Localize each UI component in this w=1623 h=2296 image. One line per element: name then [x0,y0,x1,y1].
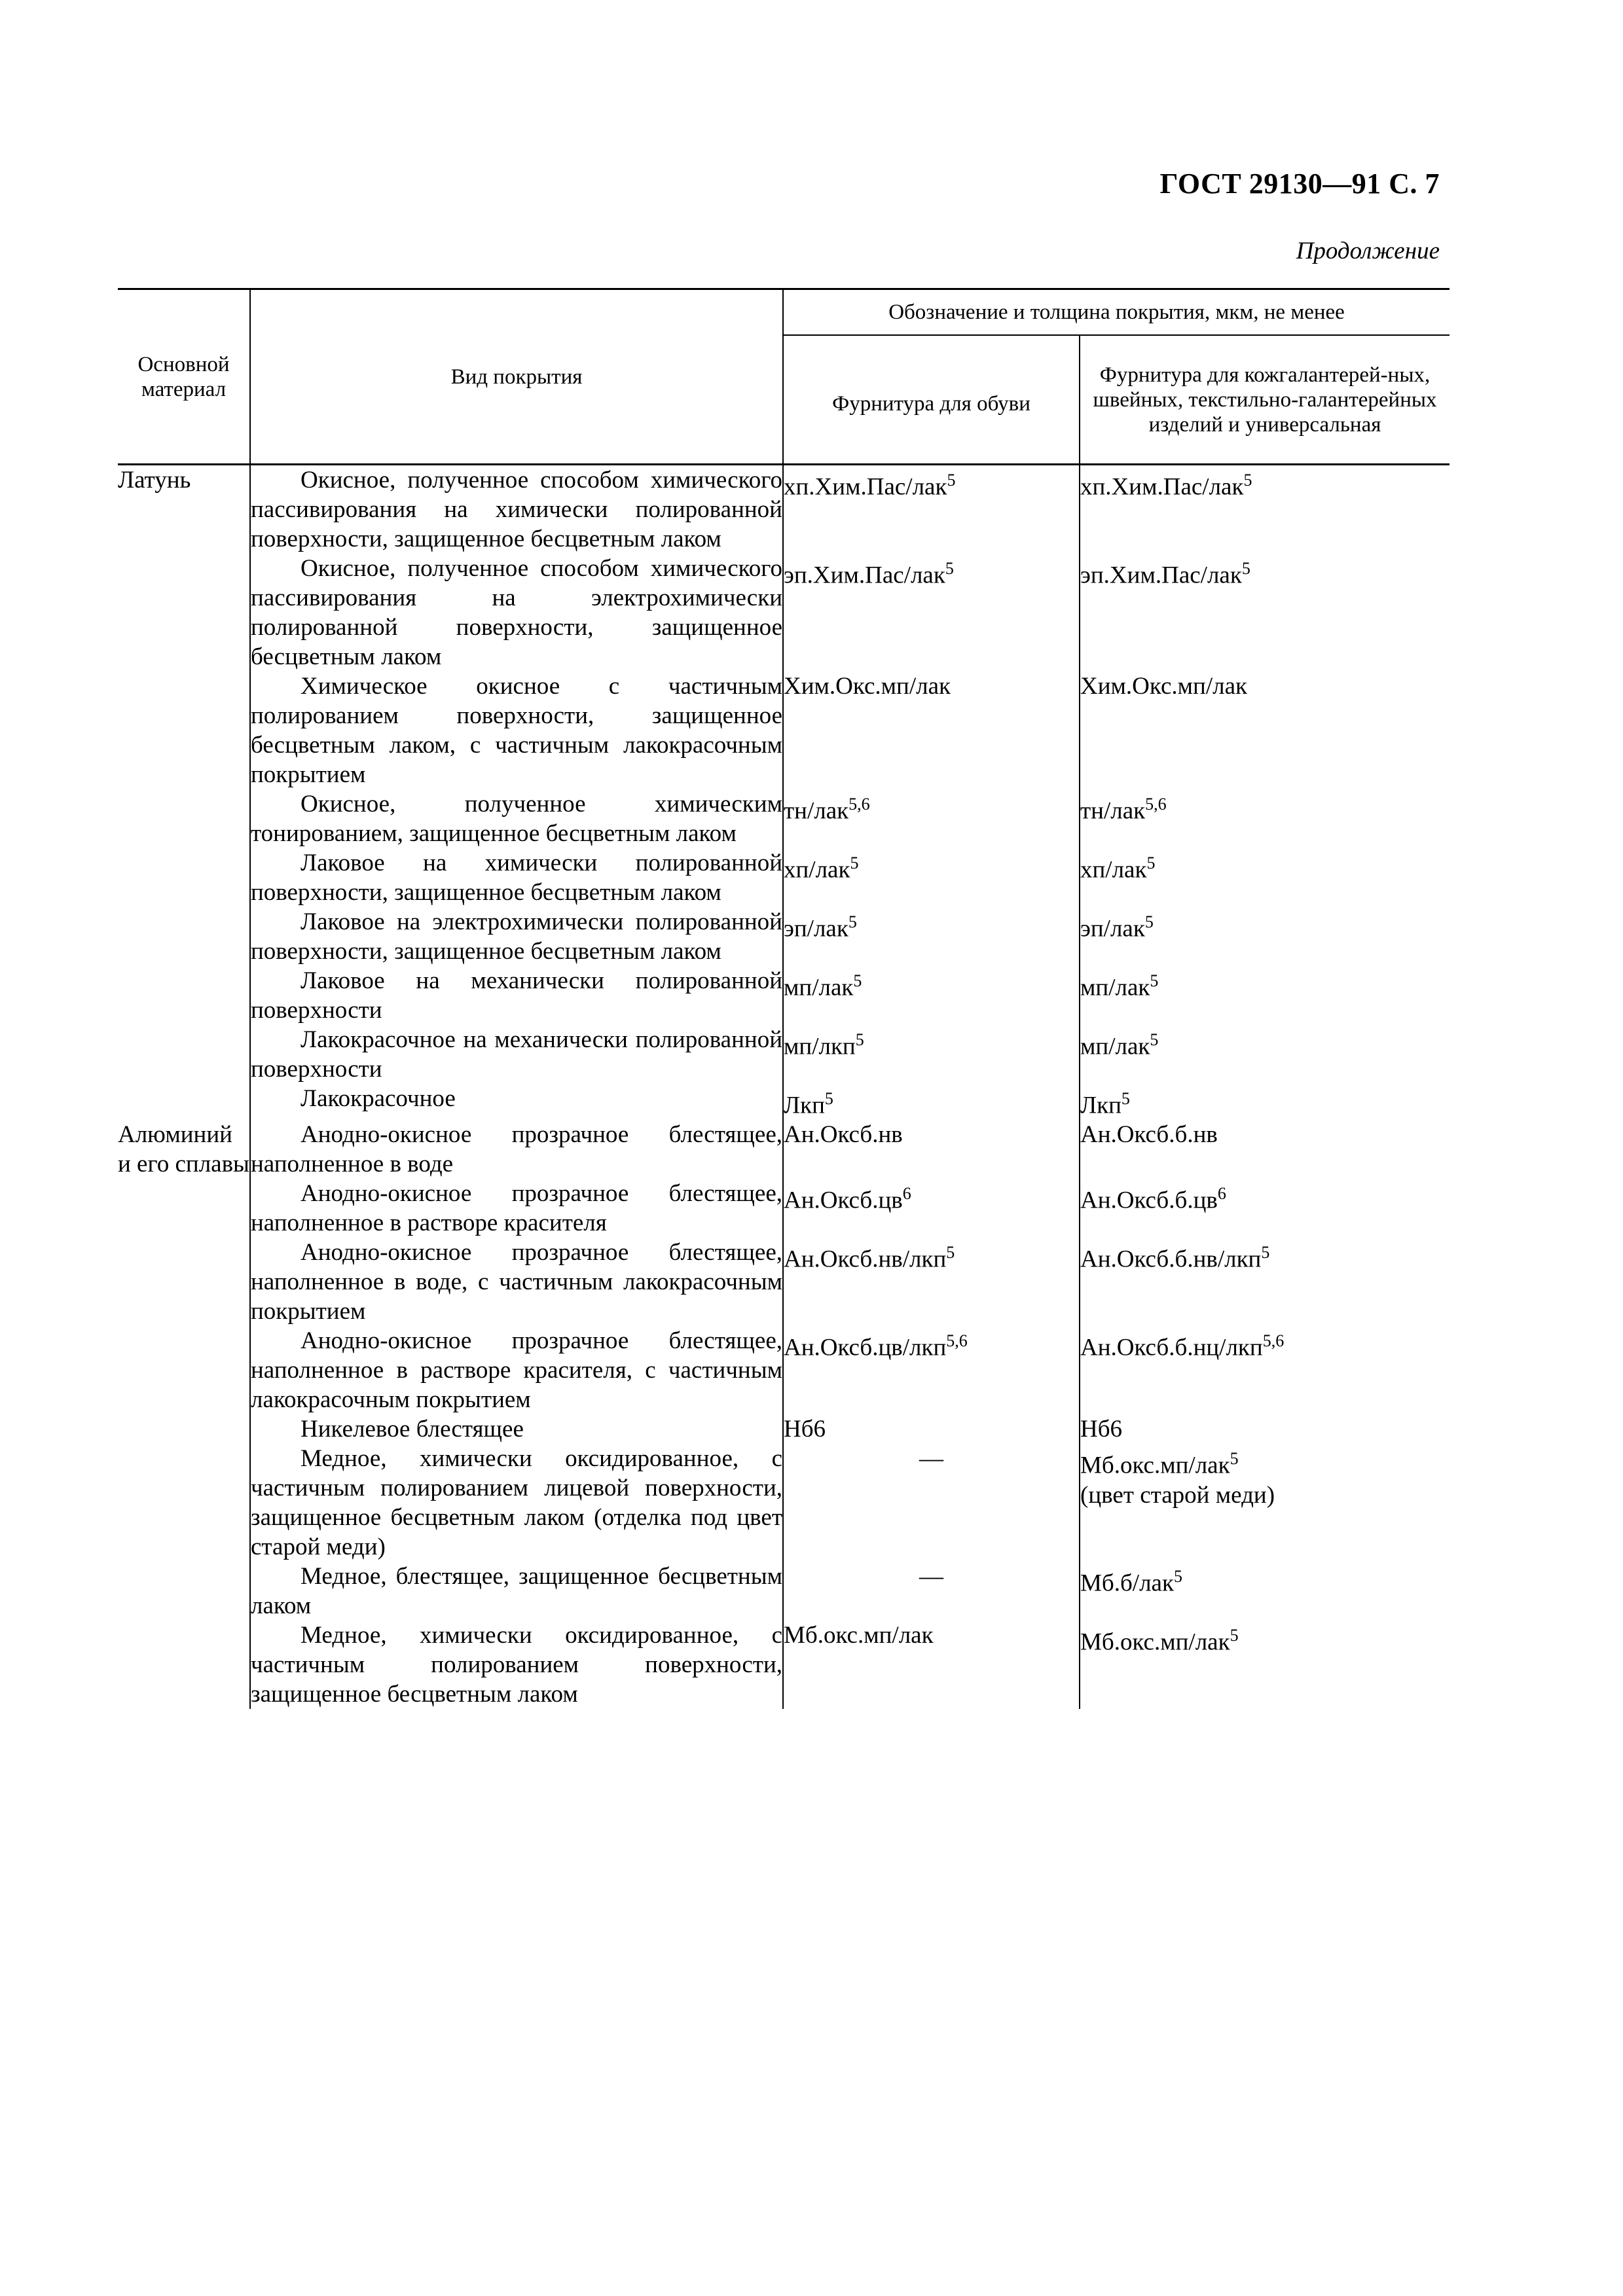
designation-value: хп.Хим.Пас/лак [1080,473,1244,501]
coating-type-cell [250,1025,783,1084]
designation-value: Лкп [1080,1092,1122,1119]
designation-value: мп/лак [1080,974,1150,1001]
footnote-ref: 5 [1230,1626,1239,1645]
table-row [118,1120,1450,1179]
coating-description: Лаковое на электрохимически полированной поверхности, защищенное бесцветным лаком [251,908,782,965]
base-material-cell [118,907,250,966]
base-material-cell [118,848,250,907]
base-material: Алюминий и его сплавы [118,1121,249,1178]
footwear-designation-cell [783,1326,1080,1414]
designation-value: Ан.Оксб.б.цв [1080,1187,1218,1214]
other-designation-cell [1080,1414,1450,1444]
designation-value: Ан.Оксб.нв [784,1121,903,1149]
coating-type-cell [250,789,783,848]
coating-description: Химическое окисное с частичным полированием поверхности, защищенное бесцветным лаком, с частичным лакокрасочным покрытием [251,673,782,788]
coating-description: Медное, химически оксидированное, с частичным полированием лицевой поверхности, защищенное бесцветным лаком (отделка под цвет старой меди) [251,1445,782,1561]
footwear-designation-cell [783,1179,1080,1238]
coating-type-cell [250,1444,783,1562]
other-designation-cell [1080,1025,1450,1084]
base-material-cell [118,1025,250,1084]
footwear-designation-cell [783,1621,1080,1709]
designation-value: Мб.окс.мп/лак [784,1622,934,1649]
coating-type-cell [250,1084,783,1120]
footnote-ref: 5 [1243,471,1252,490]
other-designation-cell [1080,907,1450,966]
other-designation-cell [1080,1444,1450,1562]
other-designation-cell [1080,966,1450,1025]
designation-value: мп/лак [784,974,854,1001]
designation-value: хп/лак [1080,856,1147,884]
footnote-ref: 5 [947,471,956,490]
table-row [118,966,1450,1025]
designation-value: тн/лак [784,797,849,825]
footnote-ref: 5,6 [1145,795,1167,814]
footwear-designation-cell [783,1414,1080,1444]
base-material-cell [118,1621,250,1709]
coating-type-cell [250,1562,783,1621]
base-material-cell [118,1120,250,1179]
footnote-ref: 6 [1217,1184,1226,1204]
designation-value: Ан.Оксб.б.нц/лкп [1080,1334,1263,1361]
base-material-cell [118,1562,250,1621]
designation-value: Ан.Оксб.цв [784,1187,903,1214]
header-designation-group: Обозначение и толщина покрытия, мкм, не менее [783,289,1450,336]
coating-description: Никелевое блестящее [301,1416,524,1443]
designation-value: хп.Хим.Пас/лак [784,473,947,501]
base-material-cell [118,1326,250,1414]
coating-description: Медное, химически оксидированное, с частичным полированием поверхности, защищенное бесцветным лаком [251,1622,782,1708]
footwear-designation-cell [783,789,1080,848]
designation-value: хп/лак [784,856,850,884]
coating-type-cell [250,848,783,907]
coating-type-cell [250,1414,783,1444]
other-designation-cell [1080,1621,1450,1709]
coatings-table [118,288,1450,1709]
designation-value: эп/лак [1080,915,1145,942]
footwear-designation-cell [783,848,1080,907]
footwear-designation-cell [783,1120,1080,1179]
footnote-ref: 5 [850,853,859,872]
footnote-ref: 5 [1241,559,1250,578]
designation-value: — [919,1445,943,1473]
coating-description: Анодно-окисное прозрачное блестящее, наполненное в растворе красителя, с частичным лакокрасочным покрытием [251,1327,782,1414]
other-designation-cell [1080,1326,1450,1414]
table-row [118,1444,1450,1562]
base-material-cell [118,554,250,672]
footnote-ref: 5 [848,912,857,931]
footnote-ref: 5 [1173,1567,1182,1587]
table-row [118,907,1450,966]
table-row [118,1084,1450,1120]
table-row [118,672,1450,789]
designation-value: Хим.Окс.мп/лак [1080,673,1247,700]
designation-value: Хим.Окс.мп/лак [784,673,951,700]
designation-value: — [919,1563,943,1590]
footnote-ref: 5 [1261,1243,1270,1263]
footnote-ref: 5 [855,1030,864,1049]
header-coating-type: Вид покрытия [250,289,783,465]
table-row [118,1562,1450,1621]
designation-value: эп/лак [784,915,848,942]
footwear-designation-cell [783,966,1080,1025]
table-row [118,848,1450,907]
base-material-cell [118,465,250,554]
base-material-cell [118,672,250,789]
header-base-material: Основной материал [118,289,250,465]
coating-description: Медное, блестящее, защищенное бесцветным лаком [251,1563,782,1620]
base-material-cell [118,1179,250,1238]
coating-description: Анодно-окисное прозрачное блестящее, наполненное в воде, с частичным лакокрасочным покрытием [251,1239,782,1325]
base-material-cell [118,1084,250,1120]
coating-description: Анодно-окисное прозрачное блестящее, наполненное в воде [251,1121,782,1178]
footnote-ref: 5,6 [848,795,870,814]
other-designation-cell [1080,672,1450,789]
coating-description: Лаковое на механически полированной поверхности [251,967,782,1024]
footnote-ref: 5 [946,1243,955,1263]
base-material-cell [118,1238,250,1326]
coating-description: Анодно-окисное прозрачное блестящее, наполненное в растворе красителя [251,1180,782,1237]
coating-type-cell [250,1621,783,1709]
base-material-cell [118,789,250,848]
base-material-cell [118,966,250,1025]
coating-description: Лаковое на химически полированной поверхности, защищенное бесцветным лаком [251,850,782,906]
designation-value: мп/лкп [784,1033,856,1060]
footnote-ref: 5,6 [946,1331,968,1351]
other-designation-cell [1080,1179,1450,1238]
coating-type-cell [250,1179,783,1238]
footnote-ref: 5 [824,1089,833,1108]
coating-description: Лакокрасочное на механически полированной поверхности [251,1026,782,1083]
coating-type-cell [250,672,783,789]
coating-description: Окисное, полученное способом химического пассивирования на химически полированной поверхности, защищенное бесцветным лаком [251,467,782,552]
coating-type-cell [250,907,783,966]
other-designation-cell [1080,1562,1450,1621]
table-row [118,1238,1450,1326]
footnote-ref: 5,6 [1262,1331,1285,1351]
table-row [118,1414,1450,1444]
footwear-designation-cell [783,1238,1080,1326]
other-designation-cell [1080,554,1450,672]
table-row [118,789,1450,848]
footwear-designation-cell [783,465,1080,554]
table-row [118,1179,1450,1238]
footnote-ref: 5 [1150,1030,1159,1049]
coating-type-cell [250,1120,783,1179]
designation-note: (цвет старой меди) [1080,1481,1275,1509]
designation-value: эп.Хим.Пас/лак [1080,562,1242,589]
other-designation-cell [1080,789,1450,848]
footwear-designation-cell [783,1562,1080,1621]
designation-value: мп/лак [1080,1033,1150,1060]
table-row [118,554,1450,672]
base-material-cell [118,1444,250,1562]
table-row [118,1326,1450,1414]
footwear-designation-cell [783,907,1080,966]
coating-type-cell [250,1326,783,1414]
table-row [118,1621,1450,1709]
base-material: Латунь [118,467,191,493]
footwear-designation-cell [783,554,1080,672]
table-row [118,465,1450,554]
footnote-ref: 5 [1144,912,1154,931]
designation-value: Лкп [784,1092,825,1119]
designation-value: Нб6 [1080,1416,1123,1443]
table-row [118,1025,1450,1084]
continuation-label: Продолжение [1296,238,1440,264]
coating-description: Лакокрасочное [301,1085,456,1112]
coating-description: Окисное, полученное способом химического пассивирования на электрохимически полированной поверхности, защищенное бесцветным лаком [251,555,782,670]
footwear-designation-cell [783,1084,1080,1120]
designation-value: Мб.б/лак [1080,1570,1174,1597]
designation-value: Ан.Оксб.б.нв [1080,1121,1218,1149]
designation-value: эп.Хим.Пас/лак [784,562,945,589]
designation-value: тн/лак [1080,797,1146,825]
designation-value: Ан.Оксб.нв/лкп [784,1246,947,1273]
other-designation-cell [1080,1120,1450,1179]
coating-type-cell [250,1238,783,1326]
designation-value: Нб6 [784,1416,826,1443]
footnote-ref: 5 [1230,1449,1239,1469]
coating-description: Окисное, полученное химическим тонированием, защищенное бесцветным лаком [251,791,782,847]
footwear-designation-cell [783,1025,1080,1084]
other-designation-cell [1080,1084,1450,1120]
footnote-ref: 5 [1150,971,1159,990]
footnote-ref: 5 [945,559,954,578]
footnote-ref: 6 [902,1184,911,1204]
other-designation-cell [1080,1238,1450,1326]
footnote-ref: 5 [1146,853,1156,872]
header-other-goods: Фурнитура для кожгалантерей-ных, швейных, текстильно-галантерейных изделий и универсальная [1080,335,1450,465]
coating-type-cell [250,966,783,1025]
other-designation-cell [1080,848,1450,907]
coating-type-cell [250,465,783,554]
designation-value: Ан.Оксб.б.нв/лкп [1080,1246,1262,1273]
other-designation-cell [1080,465,1450,554]
designation-value: Ан.Оксб.цв/лкп [784,1334,947,1361]
designation-value: Мб.окс.мп/лак [1080,1628,1230,1656]
designation-value: Мб.окс.мп/лак [1080,1452,1230,1479]
base-material-cell [118,1414,250,1444]
footnote-ref: 5 [1121,1089,1130,1108]
footwear-designation-cell [783,1444,1080,1562]
header-footwear: Фурнитура для обуви [783,335,1080,465]
table-body [118,465,1450,1710]
footnote-ref: 5 [853,971,862,990]
coating-type-cell [250,554,783,672]
document-header: ГОСТ 29130—91 С. 7 [1159,168,1440,200]
footwear-designation-cell [783,672,1080,789]
